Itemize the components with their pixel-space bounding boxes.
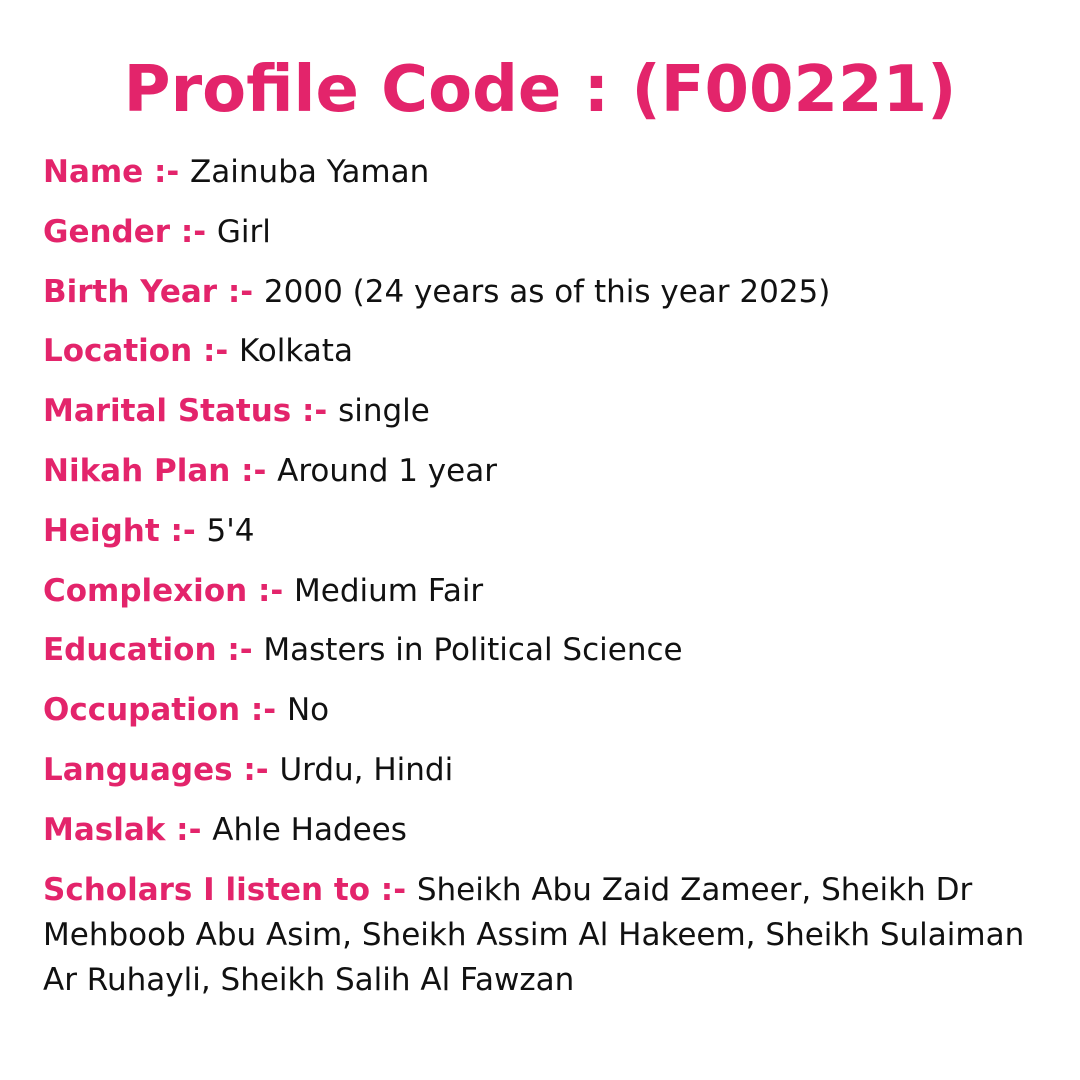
field-label: Height :- xyxy=(43,512,207,549)
field-marital-status xyxy=(43,389,1033,434)
field-value: Kolkata xyxy=(239,333,353,370)
field-value: Zainuba Yaman xyxy=(190,154,430,190)
field-label: Maslak :- xyxy=(43,811,213,848)
field-height xyxy=(43,509,1033,554)
field-value: Girl xyxy=(216,213,271,250)
field-value: Sheikh Abu Zaid Zameer, Sheikh Dr Mehboob Abu Asim, Sheikh Assim Al Hakeem, Sheikh Sulaiman Ar Ruhayli, Sheikh Salih Al Fawzan xyxy=(43,871,1025,998)
field-nikah-plan xyxy=(43,449,1033,494)
field-location xyxy=(43,329,1033,374)
field-gender xyxy=(43,210,1033,255)
field-maslak xyxy=(43,808,1033,853)
field-label: Nikah Plan :- xyxy=(43,452,278,489)
field-label: Languages :- xyxy=(43,751,280,788)
field-label: Occupation :- xyxy=(43,692,287,729)
field-education xyxy=(43,628,1033,673)
field-label: Scholars I listen to :- xyxy=(43,871,417,908)
field-birth-year xyxy=(43,270,1033,315)
field-languages xyxy=(43,748,1033,793)
field-label: Complexion :- xyxy=(43,572,295,609)
field-value: Around 1 year xyxy=(277,452,497,489)
field-value: 2000 (24 years as of this year 2025) xyxy=(263,273,831,310)
field-value: single xyxy=(338,393,430,430)
field-value: Masters in Political Science xyxy=(263,632,683,669)
profile-fields xyxy=(43,150,1033,1017)
field-value: No xyxy=(286,692,330,729)
field-value: Urdu, Hindi xyxy=(279,751,454,788)
field-value: Ahle Hadees xyxy=(212,811,407,848)
field-label: Gender :- xyxy=(43,213,217,250)
field-label: Birth Year :- xyxy=(43,273,264,310)
field-label: Location :- xyxy=(43,333,240,370)
field-value: 5'4 xyxy=(206,512,255,549)
field-label: Marital Status :- xyxy=(43,393,339,430)
field-complexion xyxy=(43,569,1033,614)
field-scholars xyxy=(43,868,1033,1003)
field-name xyxy=(43,150,1033,195)
field-value: Medium Fair xyxy=(294,572,484,609)
field-label: Education :- xyxy=(43,632,264,669)
field-label: Name :- xyxy=(43,154,191,190)
profile-title: Profile Code : (F00221) xyxy=(123,53,957,127)
field-occupation xyxy=(43,688,1033,733)
